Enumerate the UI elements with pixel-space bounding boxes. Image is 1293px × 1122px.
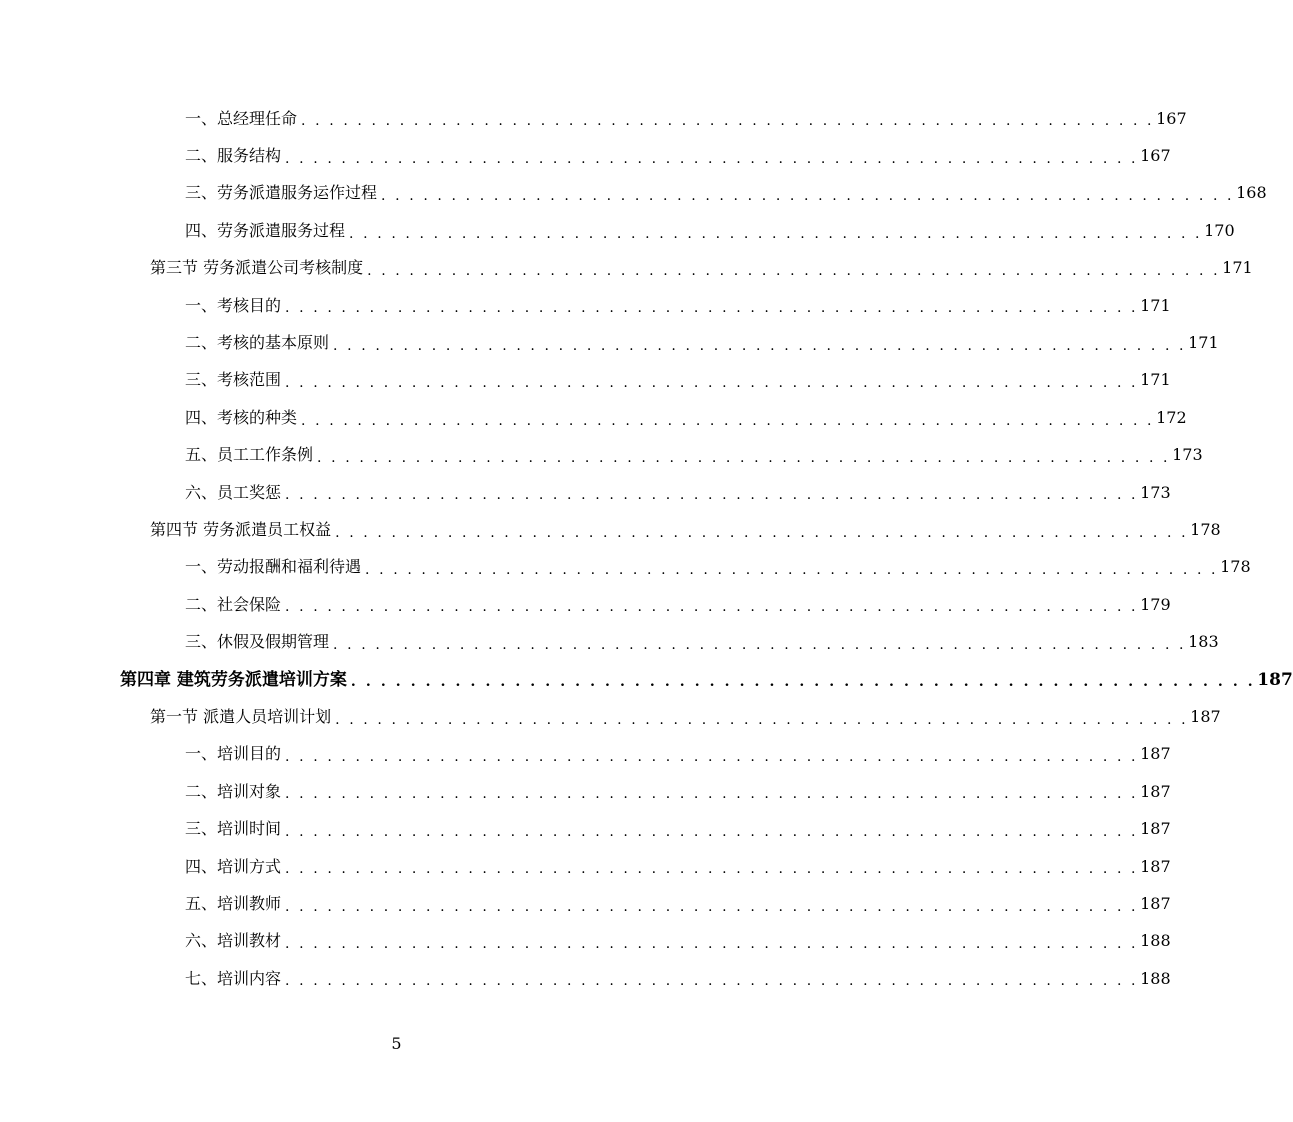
toc-entry-page: 187 — [1140, 781, 1171, 801]
toc-dot-leader: . . . . . . . . . . . . . . . . . . . . . . . . . . . . . . . . . . . . . . . . . . . . . . . . . . . . . . . . . . . . . — [285, 823, 1139, 840]
toc-entry-title: 六、员工奖惩 — [185, 483, 285, 503]
toc-dot-leader: . . . . . . . . . . . . . . . . . . . . . . . . . . . . . . . . . . . . . . . . . . . . . . . . . . . . . . . . . . . . . — [285, 599, 1139, 616]
toc-dot-leader: . . . . . . . . . . . . . . . . . . . . . . . . . . . . . . . . . . . . . . . . . . . . . . . . . . . . . . . . . . . . . — [333, 636, 1187, 653]
toc-entry[interactable] — [0, 549, 1251, 586]
toc-entry-title: 二、服务结构 — [185, 146, 285, 166]
toc-entry[interactable] — [0, 399, 1187, 436]
toc-entry[interactable] — [0, 848, 1171, 885]
toc-entry-page: 178 — [1220, 557, 1251, 577]
toc-section-entry[interactable] — [0, 511, 1221, 548]
toc-entry-page: 179 — [1140, 594, 1171, 614]
toc-entry[interactable] — [0, 736, 1171, 773]
toc-entry[interactable] — [0, 586, 1171, 623]
toc-entry-title: 第四章 建筑劳务派遣培训方案 — [120, 670, 351, 690]
toc-entry[interactable] — [0, 175, 1267, 212]
toc-entry-title: 一、培训目的 — [185, 744, 285, 764]
toc-entry-title: 第一节 派遣人员培训计划 — [150, 707, 335, 727]
toc-entry-title: 二、社会保险 — [185, 595, 285, 615]
toc-entry-page: 171 — [1140, 370, 1171, 390]
toc-entry-page: 171 — [1188, 333, 1219, 353]
toc-entry-page: 171 — [1222, 258, 1253, 278]
toc-entry[interactable] — [0, 885, 1171, 922]
toc-entry-title: 二、培训对象 — [185, 782, 285, 802]
toc-entry-page: 188 — [1140, 931, 1171, 951]
toc-entry[interactable] — [0, 362, 1171, 399]
toc-entry[interactable] — [0, 100, 1187, 137]
toc-entry-page: 170 — [1204, 220, 1235, 240]
toc-dot-leader: . . . . . . . . . . . . . . . . . . . . . . . . . . . . . . . . . . . . . . . . . . . . . . . . . . . . . . . . . . . . . — [333, 337, 1187, 354]
toc-entry[interactable] — [0, 923, 1171, 960]
toc-entry-title: 四、培训方式 — [185, 857, 285, 877]
toc-dot-leader: . . . . . . . . . . . . . . . . . . . . . . . . . . . . . . . . . . . . . . . . . . . . . . . . . . . . . . . . . . . . . — [301, 412, 1155, 429]
toc-entry[interactable] — [0, 773, 1171, 810]
toc-entry-page: 168 — [1236, 183, 1267, 203]
toc-dot-leader: . . . . . . . . . . . . . . . . . . . . . . . . . . . . . . . . . . . . . . . . . . . . . . . . . . . . . . . . . . . . . — [349, 225, 1203, 242]
page-number: 5 — [391, 1034, 402, 1053]
toc-section-entry[interactable] — [0, 250, 1253, 287]
toc-entry-page: 187 — [1140, 856, 1171, 876]
toc-entry-title: 五、员工工作条例 — [185, 445, 317, 465]
toc-entry[interactable] — [0, 623, 1219, 660]
toc-dot-leader: . . . . . . . . . . . . . . . . . . . . . . . . . . . . . . . . . . . . . . . . . . . . . . . . . . . . . . . . . . . . . — [335, 524, 1189, 541]
toc-dot-leader: . . . . . . . . . . . . . . . . . . . . . . . . . . . . . . . . . . . . . . . . . . . . . . . . . . . . . . . . . . . . . — [285, 898, 1139, 915]
toc-entry-title: 五、培训教师 — [185, 894, 285, 914]
toc-dot-leader: . . . . . . . . . . . . . . . . . . . . . . . . . . . . . . . . . . . . . . . . . . . . . . . . . . . . . . . . . . . . . — [285, 487, 1139, 504]
toc-entry-title: 第三节 劳务派遣公司考核制度 — [150, 258, 367, 278]
toc-dot-leader: . . . . . . . . . . . . . . . . . . . . . . . . . . . . . . . . . . . . . . . . . . . . . . . . . . . . . . . . . . . . . — [285, 786, 1139, 803]
toc-entry[interactable] — [0, 137, 1171, 174]
toc-entry[interactable] — [0, 960, 1171, 997]
toc-entry[interactable] — [0, 324, 1219, 361]
toc-dot-leader: . . . . . . . . . . . . . . . . . . . . . . . . . . . . . . . . . . . . . . . . . . . . . . . . . . . . . . . . . . . . . — [285, 749, 1139, 766]
toc-entry-title: 二、考核的基本原则 — [185, 333, 333, 353]
toc-entry-page: 178 — [1190, 519, 1221, 539]
toc-entry-page: 188 — [1140, 968, 1171, 988]
toc-entry-title: 三、考核范围 — [185, 370, 285, 390]
toc-entry-page: 167 — [1156, 108, 1187, 128]
toc-entry-page: 183 — [1188, 632, 1219, 652]
toc-chapter-entry[interactable] — [0, 661, 1293, 698]
toc-entry-page: 173 — [1140, 482, 1171, 502]
toc-dot-leader: . . . . . . . . . . . . . . . . . . . . . . . . . . . . . . . . . . . . . . . . . . . . . . . . . . . . . . . . . . . . . — [301, 113, 1155, 130]
toc-entry-page: 187 — [1257, 669, 1293, 690]
toc-dot-leader: . . . . . . . . . . . . . . . . . . . . . . . . . . . . . . . . . . . . . . . . . . . . . . . . . . . . . . . . . . . . . — [285, 973, 1139, 990]
toc-entry-title: 四、考核的种类 — [185, 408, 301, 428]
table-of-contents — [0, 100, 1293, 997]
toc-entry-title: 一、考核目的 — [185, 296, 285, 316]
toc-entry-title: 四、劳务派遣服务过程 — [185, 221, 349, 241]
toc-entry-page: 171 — [1140, 295, 1171, 315]
toc-dot-leader: . . . . . . . . . . . . . . . . . . . . . . . . . . . . . . . . . . . . . . . . . . . . . . . . . . . . . . . . . . . . . — [285, 861, 1139, 878]
toc-entry-page: 167 — [1140, 146, 1171, 166]
toc-dot-leader: . . . . . . . . . . . . . . . . . . . . . . . . . . . . . . . . . . . . . . . . . . . . . . . . . . . . . . . . . . . . . — [350, 674, 1256, 691]
toc-entry-page: 187 — [1140, 819, 1171, 839]
toc-dot-leader: . . . . . . . . . . . . . . . . . . . . . . . . . . . . . . . . . . . . . . . . . . . . . . . . . . . . . . . . . . . . . — [285, 375, 1139, 392]
toc-entry-page: 173 — [1172, 445, 1203, 465]
toc-entry-title: 一、总经理任命 — [185, 109, 301, 129]
toc-entry-page: 187 — [1140, 893, 1171, 913]
toc-dot-leader: . . . . . . . . . . . . . . . . . . . . . . . . . . . . . . . . . . . . . . . . . . . . . . . . . . . . . . . . . . . . . — [317, 449, 1171, 466]
toc-entry-page: 187 — [1140, 744, 1171, 764]
toc-entry-title: 六、培训教材 — [185, 931, 285, 951]
toc-entry-page: 172 — [1156, 407, 1187, 427]
toc-section-entry[interactable] — [0, 698, 1221, 735]
toc-dot-leader: . . . . . . . . . . . . . . . . . . . . . . . . . . . . . . . . . . . . . . . . . . . . . . . . . . . . . . . . . . . . . — [285, 150, 1139, 167]
toc-entry-title: 三、培训时间 — [185, 819, 285, 839]
toc-entry[interactable] — [0, 287, 1171, 324]
page-number-footer — [0, 1034, 793, 1053]
toc-entry-title: 第四节 劳务派遣员工权益 — [150, 520, 335, 540]
toc-dot-leader: . . . . . . . . . . . . . . . . . . . . . . . . . . . . . . . . . . . . . . . . . . . . . . . . . . . . . . . . . . . . . — [367, 262, 1221, 279]
toc-entry[interactable] — [0, 212, 1235, 249]
toc-dot-leader: . . . . . . . . . . . . . . . . . . . . . . . . . . . . . . . . . . . . . . . . . . . . . . . . . . . . . . . . . . . . . — [381, 188, 1235, 205]
toc-entry-title: 一、劳动报酬和福利待遇 — [185, 557, 365, 577]
toc-dot-leader: . . . . . . . . . . . . . . . . . . . . . . . . . . . . . . . . . . . . . . . . . . . . . . . . . . . . . . . . . . . . . — [285, 300, 1139, 317]
toc-entry[interactable] — [0, 474, 1171, 511]
toc-dot-leader: . . . . . . . . . . . . . . . . . . . . . . . . . . . . . . . . . . . . . . . . . . . . . . . . . . . . . . . . . . . . . — [335, 711, 1189, 728]
toc-dot-leader: . . . . . . . . . . . . . . . . . . . . . . . . . . . . . . . . . . . . . . . . . . . . . . . . . . . . . . . . . . . . . — [285, 935, 1139, 952]
toc-dot-leader: . . . . . . . . . . . . . . . . . . . . . . . . . . . . . . . . . . . . . . . . . . . . . . . . . . . . . . . . . . . . . — [365, 562, 1219, 579]
toc-entry-title: 七、培训内容 — [185, 969, 285, 989]
toc-entry-title: 三、劳务派遣服务运作过程 — [185, 183, 381, 203]
toc-entry-page: 187 — [1190, 706, 1221, 726]
toc-entry[interactable] — [0, 437, 1203, 474]
toc-entry[interactable] — [0, 810, 1171, 847]
toc-entry-title: 三、休假及假期管理 — [185, 632, 333, 652]
